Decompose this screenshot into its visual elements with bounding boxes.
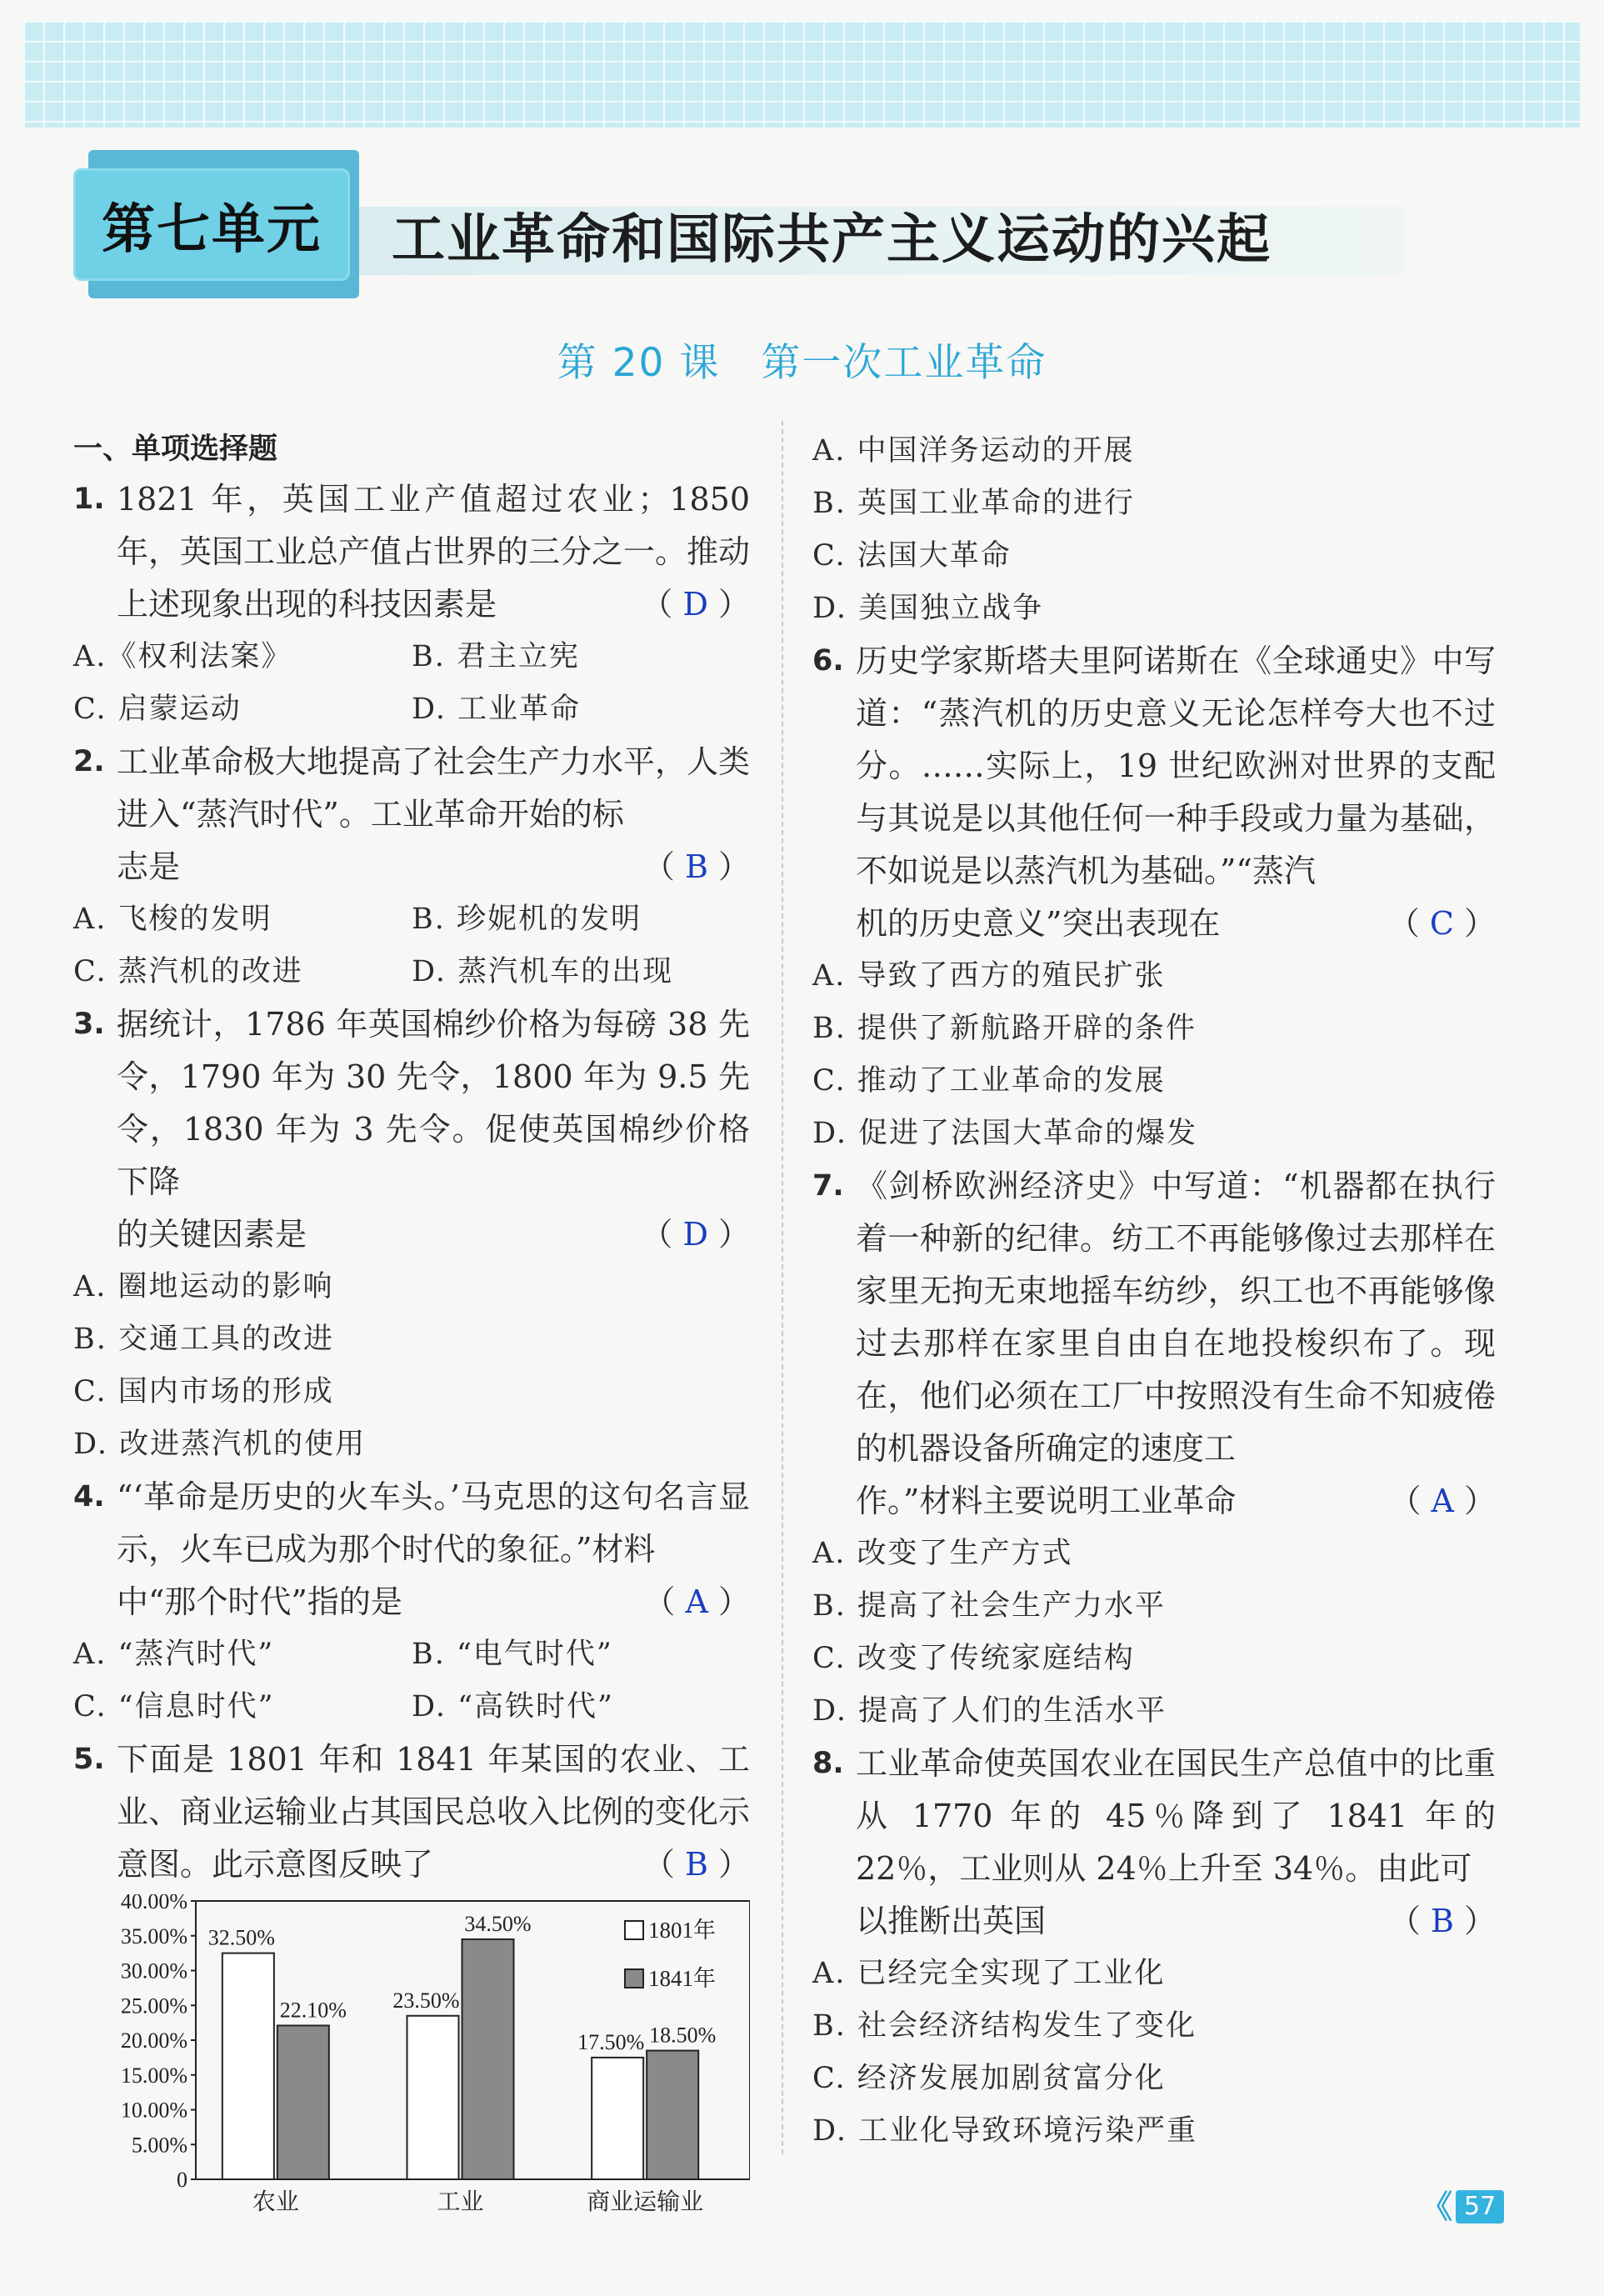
y-tick-label: 5.00% (131, 2133, 187, 2158)
answer-letter: D (682, 586, 708, 623)
option-c: C. 经济发展加剧贫富分化 (812, 2062, 1166, 2095)
question-number: 6. (812, 644, 844, 678)
bar-series2 (647, 2051, 698, 2179)
question-stem-end: 的关键因素是 (117, 1216, 307, 1253)
data-label: 18.50% (649, 2023, 717, 2048)
question-number: 5. (73, 1743, 105, 1776)
answer-bracket: （ B ） (642, 1846, 750, 1883)
question-2 (73, 736, 750, 893)
y-tick-label: 0 (177, 2168, 187, 2192)
question-last-line (856, 1475, 1496, 1528)
options-q5 (812, 425, 1496, 635)
option-b: B. 社会经济结构发生了变化 (812, 2009, 1197, 2043)
question-number: 8. (812, 1747, 844, 1780)
answer-bracket: （ A ） (1389, 1483, 1496, 1519)
bar-series2 (277, 2025, 329, 2179)
answer-letter: A (1431, 1483, 1454, 1519)
option-d: D. “高铁时代” (412, 1690, 614, 1723)
option-a: A.《权利法案》 (73, 640, 292, 673)
options-q6 (812, 950, 1496, 1160)
option-c: C. 国内市场的形成 (73, 1375, 334, 1408)
data-label: 23.50% (392, 1988, 460, 2013)
question-stem: 下面是 1801 年和 1841 年某国的农业、工业、商业运输业占其国民总收入比例的变化示 (117, 1741, 751, 1830)
section-title: 一、单项选择题 (73, 433, 278, 466)
y-tick-label: 10.00% (120, 2098, 187, 2123)
option-c: C. 启蒙运动 (73, 693, 242, 726)
answer-letter: B (684, 1846, 708, 1883)
option-d: D. 促进了法国大革命的爆发 (812, 1117, 1198, 1150)
option-c: C. “信息时代” (73, 1690, 275, 1723)
question-last-line (117, 578, 750, 631)
question-5 (73, 1733, 750, 1891)
option-a: A. 改变了生产方式 (812, 1537, 1073, 1570)
question-number: 4. (73, 1480, 105, 1513)
answer-letter: D (682, 1216, 708, 1253)
question-stem-end: 上述现象出现的科技因素是 (117, 586, 497, 623)
question-8 (812, 1738, 1496, 1948)
question-stem: 《剑桥欧洲经济史》中写道：“机器都在执行着一种新的纪律。纺工不再能够像过去那样在家里无拘无束地摇车纺纱，织工也不再能够像过去那样在家里自由自在地投梭织布了。现在，他们必须在工厂中按照没有生命不知疲倦的机器设备所确定的速度工 (856, 1168, 1496, 1467)
option-b: B. 交通工具的改进 (73, 1323, 334, 1356)
option-d: D. 美国独立战争 (812, 592, 1044, 625)
x-category-label: 农业 (252, 2189, 299, 2215)
column-divider (782, 421, 783, 2154)
question-6 (812, 635, 1496, 950)
question-stem: 工业革命使英国农业在国民生产总值中的比重从 1770 年的 45％降到了 1841 年的 22％，工业则从 24％上升至 34％。由此可 (856, 1745, 1496, 1887)
option-c: C. 蒸汽机的改进 (73, 955, 303, 988)
page-number: 57 (1456, 2190, 1504, 2223)
answer-bracket: （ D ） (641, 1216, 750, 1253)
double-chevron-left-icon: 《 (1421, 2188, 1453, 2225)
question-last-line (117, 1838, 750, 1891)
option-d: D. 提高了人们的生活水平 (812, 1694, 1167, 1728)
option-a: A. 已经完全实现了工业化 (812, 1957, 1166, 1990)
y-tick-label: 25.00% (120, 1993, 187, 2018)
answer-letter: A (685, 1583, 708, 1620)
top-decorative-band (23, 21, 1580, 128)
question-stem-end: 中“那个时代”指的是 (117, 1583, 402, 1620)
question-last-line (856, 898, 1496, 950)
question-4 (73, 1471, 750, 1628)
bar-series1 (407, 2016, 459, 2179)
answer-bracket: （ A ） (643, 1583, 750, 1620)
lesson-title: 第 20 课 第一次工业革命 (557, 340, 1047, 386)
question-stem: 历史学家斯塔夫里阿诺斯在《全球通史》中写道：“蒸汽机的历史意义无论怎样夸大也不过分。……实际上，19 世纪欧洲对世界的支配与其说是以其他任何一种手段或力量为基础，不如说是以蒸汽机为基础。”“蒸汽 (856, 643, 1496, 889)
question-stem-end: 机的历史意义”突出表现在 (856, 905, 1221, 942)
option-d: D. 改进蒸汽机的使用 (73, 1428, 367, 1461)
question-stem: “‘革命是历史的火车头。’马克思的这句名言显示，火车已成为那个时代的象征。”材料 (117, 1478, 750, 1568)
option-c: C. 改变了传统家庭结构 (812, 1642, 1135, 1675)
x-category-label: 工业 (437, 2189, 484, 2215)
question-stem: 据统计，1786 年英国棉纱价格为每磅 38 先令，1790 年为 30 先令，1800 年为 9.5 先令，1830 年为 3 先令。促使英国棉纱价格下降 (117, 1006, 750, 1200)
y-tick-label: 20.00% (120, 2028, 187, 2053)
bar-series2 (462, 1939, 514, 2179)
options-q3 (73, 1261, 750, 1471)
question-stem-end: 志是 (117, 848, 181, 885)
question-stem: 工业革命极大地提高了社会生产力水平，人类进入“蒸汽时代”。工业革命开始的标 (117, 743, 751, 833)
options-q8 (812, 1948, 1496, 2158)
question-last-line (856, 1895, 1496, 1948)
question-stem-end: 以推断出英国 (856, 1903, 1047, 1939)
y-tick-label: 40.00% (120, 1894, 187, 1913)
option-b: B. 提供了新航路开辟的条件 (812, 1012, 1197, 1045)
question-7 (812, 1160, 1496, 1528)
option-b: B. 珍妮机的发明 (412, 903, 642, 936)
bar-series1 (222, 1953, 274, 2179)
data-label: 22.10% (279, 1998, 347, 2023)
option-c: C. 推动了工业革命的发展 (812, 1064, 1166, 1098)
data-label: 32.50% (207, 1925, 275, 1950)
unit-label-box (73, 168, 350, 281)
bar-series1 (592, 2058, 643, 2179)
question-stem-end: 作。”材料主要说明工业革命 (856, 1483, 1237, 1519)
answer-letter: C (1429, 905, 1454, 942)
left-column (73, 425, 750, 2221)
unit-title: 工业革命和国际共产主义运动的兴起 (392, 209, 1272, 271)
question-1 (73, 473, 750, 631)
legend-label: 1801年 (648, 1918, 716, 1943)
option-b: B. 君主立宪 (412, 640, 580, 673)
data-label: 17.50% (577, 2029, 645, 2054)
question-number: 1. (73, 483, 105, 516)
question-stem-end: 意图。此示意图反映了 (117, 1846, 434, 1883)
data-label: 34.50% (464, 1911, 532, 1936)
option-c: C. 法国大革命 (812, 539, 1012, 573)
y-tick-label: 35.00% (120, 1923, 187, 1948)
option-a: A. 飞梭的发明 (73, 903, 272, 936)
question-last-line (117, 1576, 750, 1628)
bar-chart-svg (73, 1894, 750, 2221)
question-number: 2. (73, 745, 105, 778)
option-d: D. 工业革命 (412, 693, 582, 726)
answer-bracket: （ C ） (1387, 905, 1496, 942)
question-number: 7. (812, 1169, 844, 1203)
question-number: 3. (73, 1008, 105, 1041)
option-b: B. “电气时代” (412, 1638, 613, 1671)
options-q1 (73, 631, 750, 736)
income-share-chart (73, 1894, 750, 2221)
answer-bracket: （ B ） (642, 848, 750, 885)
unit-label: 第七单元 (102, 198, 322, 261)
question-stem: 1821 年，英国工业产值超过农业；1850 年，英国工业总产值占世界的三分之一。推动 (117, 481, 751, 570)
option-a: A. 中国洋务运动的开展 (812, 434, 1135, 468)
x-category-label: 商业运输业 (587, 2189, 704, 2215)
answer-letter: B (684, 848, 708, 885)
answer-letter: B (1430, 1903, 1454, 1939)
y-tick-label: 30.00% (120, 1958, 187, 1983)
question-last-line (117, 1208, 750, 1261)
options-q2 (73, 893, 750, 998)
option-d: D. 工业化导致环境污染严重 (812, 2114, 1198, 2148)
question-3 (73, 998, 750, 1261)
legend-swatch (625, 1921, 643, 1939)
option-b: B. 英国工业革命的进行 (812, 487, 1135, 520)
question-last-line (117, 841, 750, 893)
y-tick-label: 15.00% (120, 2063, 187, 2088)
option-a: A. “蒸汽时代” (73, 1638, 275, 1671)
option-d: D. 蒸汽机车的出现 (412, 955, 674, 988)
legend-label: 1841年 (648, 1966, 716, 1991)
answer-bracket: （ D ） (641, 586, 750, 623)
options-q7 (812, 1528, 1496, 1738)
legend-swatch (625, 1969, 643, 1988)
answer-bracket: （ B ） (1388, 1903, 1496, 1939)
page-number-badge (1421, 2190, 1504, 2223)
options-q4 (73, 1628, 750, 1733)
option-a: A. 圈地运动的影响 (73, 1270, 334, 1303)
option-b: B. 提高了社会生产力水平 (812, 1589, 1166, 1623)
option-a: A. 导致了西方的殖民扩张 (812, 959, 1166, 993)
right-column (812, 425, 1496, 2158)
